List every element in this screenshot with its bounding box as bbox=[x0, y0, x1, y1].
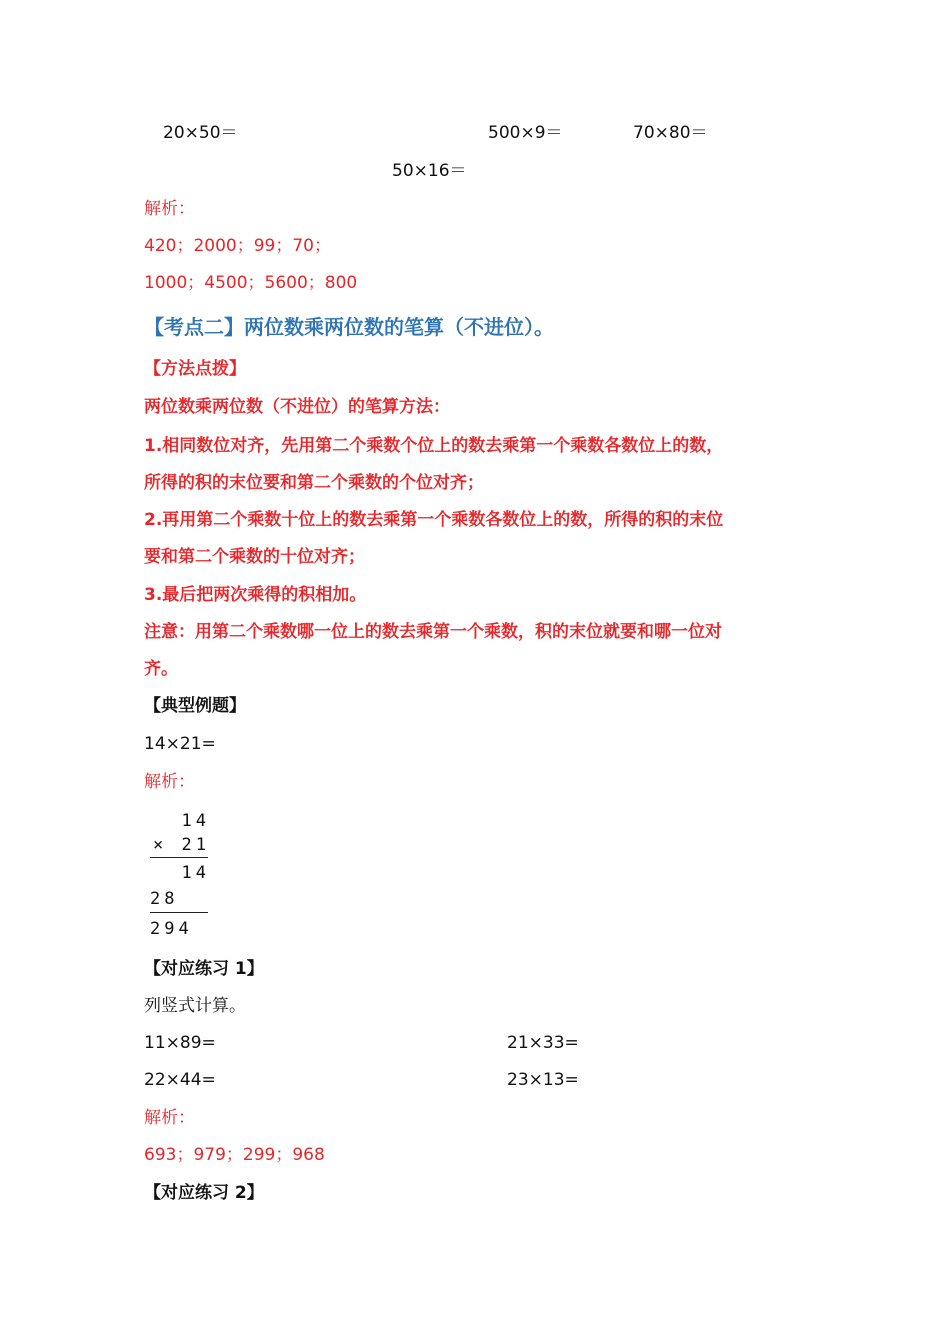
vertical-rule-1 bbox=[150, 857, 208, 858]
method-step3: 3.最后把两次乘得的积相加。 bbox=[144, 585, 367, 605]
practice2-label: 【对应练习 2】 bbox=[144, 1183, 264, 1203]
problem-20x50: 20×50＝ bbox=[163, 123, 238, 143]
vertical-rule-2 bbox=[150, 912, 208, 913]
method-title: 两位数乘两位数（不进位）的笔算方法： bbox=[144, 397, 450, 417]
analysis-answers-line1: 420；2000；99；70； bbox=[144, 236, 331, 256]
vertical-multiplication bbox=[144, 810, 214, 946]
problem-500x9: 500×9＝ bbox=[488, 123, 563, 143]
vertical-row-multiplier: × 21 bbox=[153, 835, 210, 855]
method-step1-b: 所得的积的末位要和第二个乘数的个位对齐； bbox=[144, 473, 484, 493]
method-step1-a: 1.相同数位对齐，先用第二个乘数个位上的数去乘第一个乘数各数位上的数， bbox=[144, 436, 724, 456]
practice1-q1: 11×89= bbox=[144, 1033, 216, 1053]
vertical-row-partial2: 28 bbox=[150, 889, 179, 909]
example-analysis-label: 解析： bbox=[144, 772, 195, 792]
problem-70x80: 70×80＝ bbox=[633, 123, 708, 143]
example-label: 【典型例题】 bbox=[144, 696, 246, 716]
practice1-instruction: 列竖式计算。 bbox=[144, 996, 246, 1016]
analysis-answers-line2: 1000；4500；5600；800 bbox=[144, 273, 358, 293]
note-b: 齐。 bbox=[144, 659, 178, 679]
vertical-row-multiplicand: 14 bbox=[181, 811, 210, 831]
practice1-q3: 22×44= bbox=[144, 1070, 216, 1090]
section-heading: 【考点二】两位数乘两位数的笔算（不进位）。 bbox=[144, 315, 554, 339]
practice1-analysis-label: 解析： bbox=[144, 1108, 195, 1128]
vertical-row-partial1: 14 bbox=[181, 863, 210, 883]
method-step2-b: 要和第二个乘数的十位对齐； bbox=[144, 547, 365, 567]
analysis-label: 解析： bbox=[144, 199, 195, 219]
practice1-answers: 693；979；299；968 bbox=[144, 1145, 325, 1165]
vertical-row-product: 294 bbox=[150, 919, 193, 939]
problem-50x16: 50×16＝ bbox=[392, 161, 467, 181]
method-step2-a: 2.再用第二个乘数十位上的数去乘第一个乘数各数位上的数，所得的积的末位 bbox=[144, 510, 724, 530]
example-problem: 14×21= bbox=[144, 734, 216, 754]
practice1-q2: 21×33= bbox=[507, 1033, 579, 1053]
method-label: 【方法点拨】 bbox=[144, 359, 246, 379]
practice1-q4: 23×13= bbox=[507, 1070, 579, 1090]
practice1-label: 【对应练习 1】 bbox=[144, 959, 264, 979]
note-a: 注意：用第二个乘数哪一位上的数去乘第一个乘数，积的末位就要和哪一位对 bbox=[144, 622, 722, 642]
